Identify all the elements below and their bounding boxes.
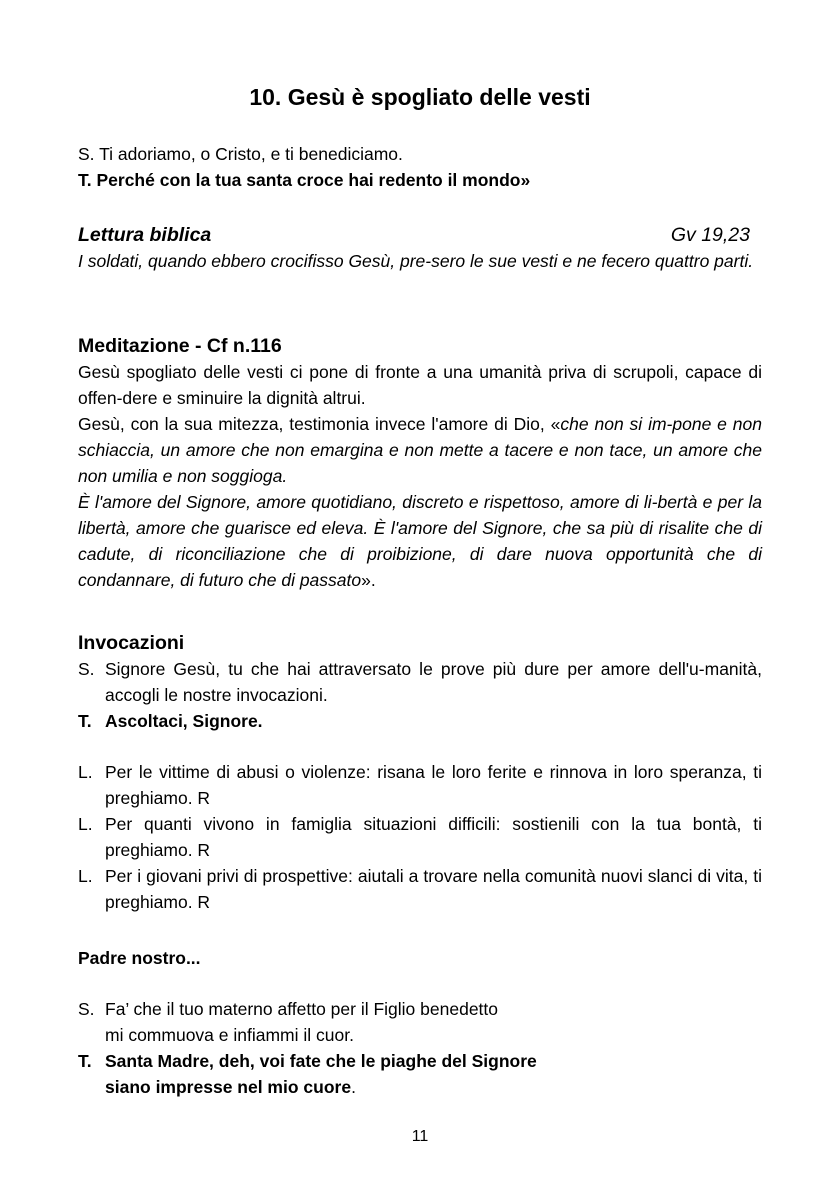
speaker-marker: T. [78,1051,92,1071]
stabat-t-verse [78,1048,762,1100]
stabat-section [78,996,762,1100]
list-item [78,863,762,915]
speaker-marker: L. [78,814,93,834]
list-item-text: Per le vittime di abusi o violenze: risana le loro ferite e rinnova in loro speranza, ti preghiamo. R [105,762,762,808]
invocazioni-response [78,708,762,734]
speaker-marker: L. [78,762,93,782]
list-item [78,811,762,863]
speaker-marker: T. [78,711,92,731]
lettura-heading: Lettura biblica [78,224,212,246]
invocazioni-response-text: Ascoltaci, Signore. [105,711,263,731]
speaker-marker: L. [78,866,93,886]
lettura-reference: Gv 19,23 [670,224,750,246]
stabat-t-line-1: Santa Madre, deh, voi fate che le piaghe del Signore [105,1051,537,1071]
lettura-text: I soldati, quando ebbero crocifisso Gesù, pre-sero le sue vesti e ne fecero quattro parti. [78,251,754,271]
list-item-text: Per quanti vivono in famiglia situazioni difficili: sostienili con la tua bontà, ti preghiamo. R [105,814,762,860]
invocazioni-list [78,759,762,915]
opening-block [78,141,762,193]
lettura-heading-row [78,222,762,248]
stabat-s-verse [78,996,762,1048]
invocazioni-intro-text: Signore Gesù, tu che hai attraversato le prove più dure per amore dell'u-manità, accogli le nostre invocazioni. [105,659,762,705]
opening-s-line: S. Ti adoriamo, o Cristo, e ti benediciamo. [78,144,403,164]
meditazione-paragraph-1: Gesù spogliato delle vesti ci pone di fronte a una umanità priva di scrupoli, capace di offen-dere e sminuire la dignità altrui. [78,362,762,408]
meditazione-close: ». [361,570,376,590]
page-number: 11 [411,1128,429,1145]
meditazione-section [78,333,762,593]
meditazione-paragraph-2 [78,411,762,489]
invocazioni-heading: Invocazioni [78,632,185,654]
stabat-t-line-2: siano impresse nel mio cuore [105,1077,352,1097]
meditazione-intro: Gesù, con la sua mitezza, testimonia invece l'amore di Dio, « [78,414,561,434]
list-item [78,759,762,811]
meditazione-quote-1: che non si im-pone e non schiaccia, un amore che non emargina e non mette a tacere e non tace, un amore che non umilia e non soggioga. [78,414,762,486]
list-item-text: Per i giovani privi di prospettive: aiutali a trovare nella comunità nuovi slanci di vita, ti preghiamo. R [105,866,762,912]
speaker-marker: S. [78,659,95,679]
padre-nostro-section [78,945,762,971]
opening-t-line: T. Perché con la tua santa croce hai redento il mondo» [78,170,531,190]
lettura-section [78,222,762,274]
invocazioni-intro [78,656,762,708]
padre-nostro: Padre nostro... [78,948,201,968]
meditazione-quote-2: È l'amore del Signore, amore quotidiano, discreto e rispettoso, amore di li-bertà e per la libertà, amore che guarisce ed eleva. È l'amore del Signore, che sa più di risalite che di cadute, di riconciliazione che di proibizione, di dare nuova opportunità che di condannare, di futuro che di passato [78,492,762,590]
stabat-t-line-2-end: . [351,1077,356,1097]
meditazione-paragraph-3 [78,489,762,593]
stabat-t-line-2-wrap [105,1074,762,1100]
meditazione-heading: Meditazione - Cf n.116 [78,335,282,357]
invocazioni-section [78,630,762,734]
speaker-marker: S. [78,999,95,1019]
page-title: 10. Gesù è spogliato delle vesti [249,84,591,110]
stabat-s-line-2: mi commuova e infiammi il cuor. [105,1025,354,1045]
stabat-s-line-1: Fa’ che il tuo materno affetto per il Figlio benedetto [105,999,499,1019]
